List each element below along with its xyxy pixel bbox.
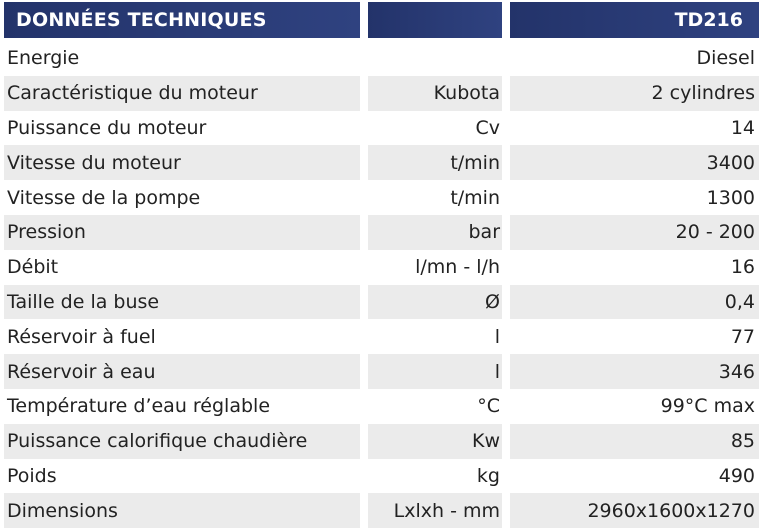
row-value: 85 [510,424,759,459]
row-unit: Kubota [368,76,502,111]
row-label: Vitesse du moteur [4,145,360,180]
row-unit: bar [368,215,502,250]
row-value: 1300 [706,186,755,209]
row-unit: l/mn - l/h [415,256,500,279]
row-unit: Lxlxh - mm [368,493,502,528]
row-label: Réservoir à fuel [7,325,156,348]
row-value: 14 [730,116,755,139]
row-value: 16 [730,256,755,279]
row-unit: Ø [368,285,502,320]
row-unit: l [368,354,502,389]
row-unit: kg [476,464,500,487]
row-label: Taille de la buse [4,285,360,320]
row-label: Température d’eau réglable [7,395,271,418]
row-label: Puissance du moteur [7,116,207,139]
unit-column-header [368,2,502,38]
row-label: Débit [7,256,59,279]
row-unit: Cv [475,116,500,139]
row-value: 346 [510,354,759,389]
model-column-header: TD216 [510,2,759,38]
row-unit: Kw [368,424,502,459]
row-value: Diesel [696,47,755,70]
row-label: Pression [4,215,360,250]
row-unit: t/min [450,186,500,209]
row-label: Réservoir à eau [4,354,360,389]
row-label: Puissance calorifique chaudière [4,424,360,459]
row-label: Caractéristique du moteur [4,76,360,111]
table-title: DONNÉES TECHNIQUES [4,2,360,38]
row-value: 99°C max [660,395,755,418]
row-label: Vitesse de la pompe [7,186,201,209]
row-value: 490 [718,464,755,487]
row-unit [368,41,502,76]
row-value: 20 - 200 [510,215,759,250]
row-unit: °C [477,395,500,418]
row-value: 0,4 [510,285,759,320]
row-unit: l [494,325,500,348]
row-value: 2 cylindres [510,76,759,111]
row-unit: t/min [368,145,502,180]
row-label: Poids [7,464,57,487]
row-label: Dimensions [4,493,360,528]
row-label: Energie [7,47,80,70]
row-value: 3400 [510,145,759,180]
row-value: 77 [730,325,755,348]
row-value: 2960x1600x1270 [510,493,759,528]
